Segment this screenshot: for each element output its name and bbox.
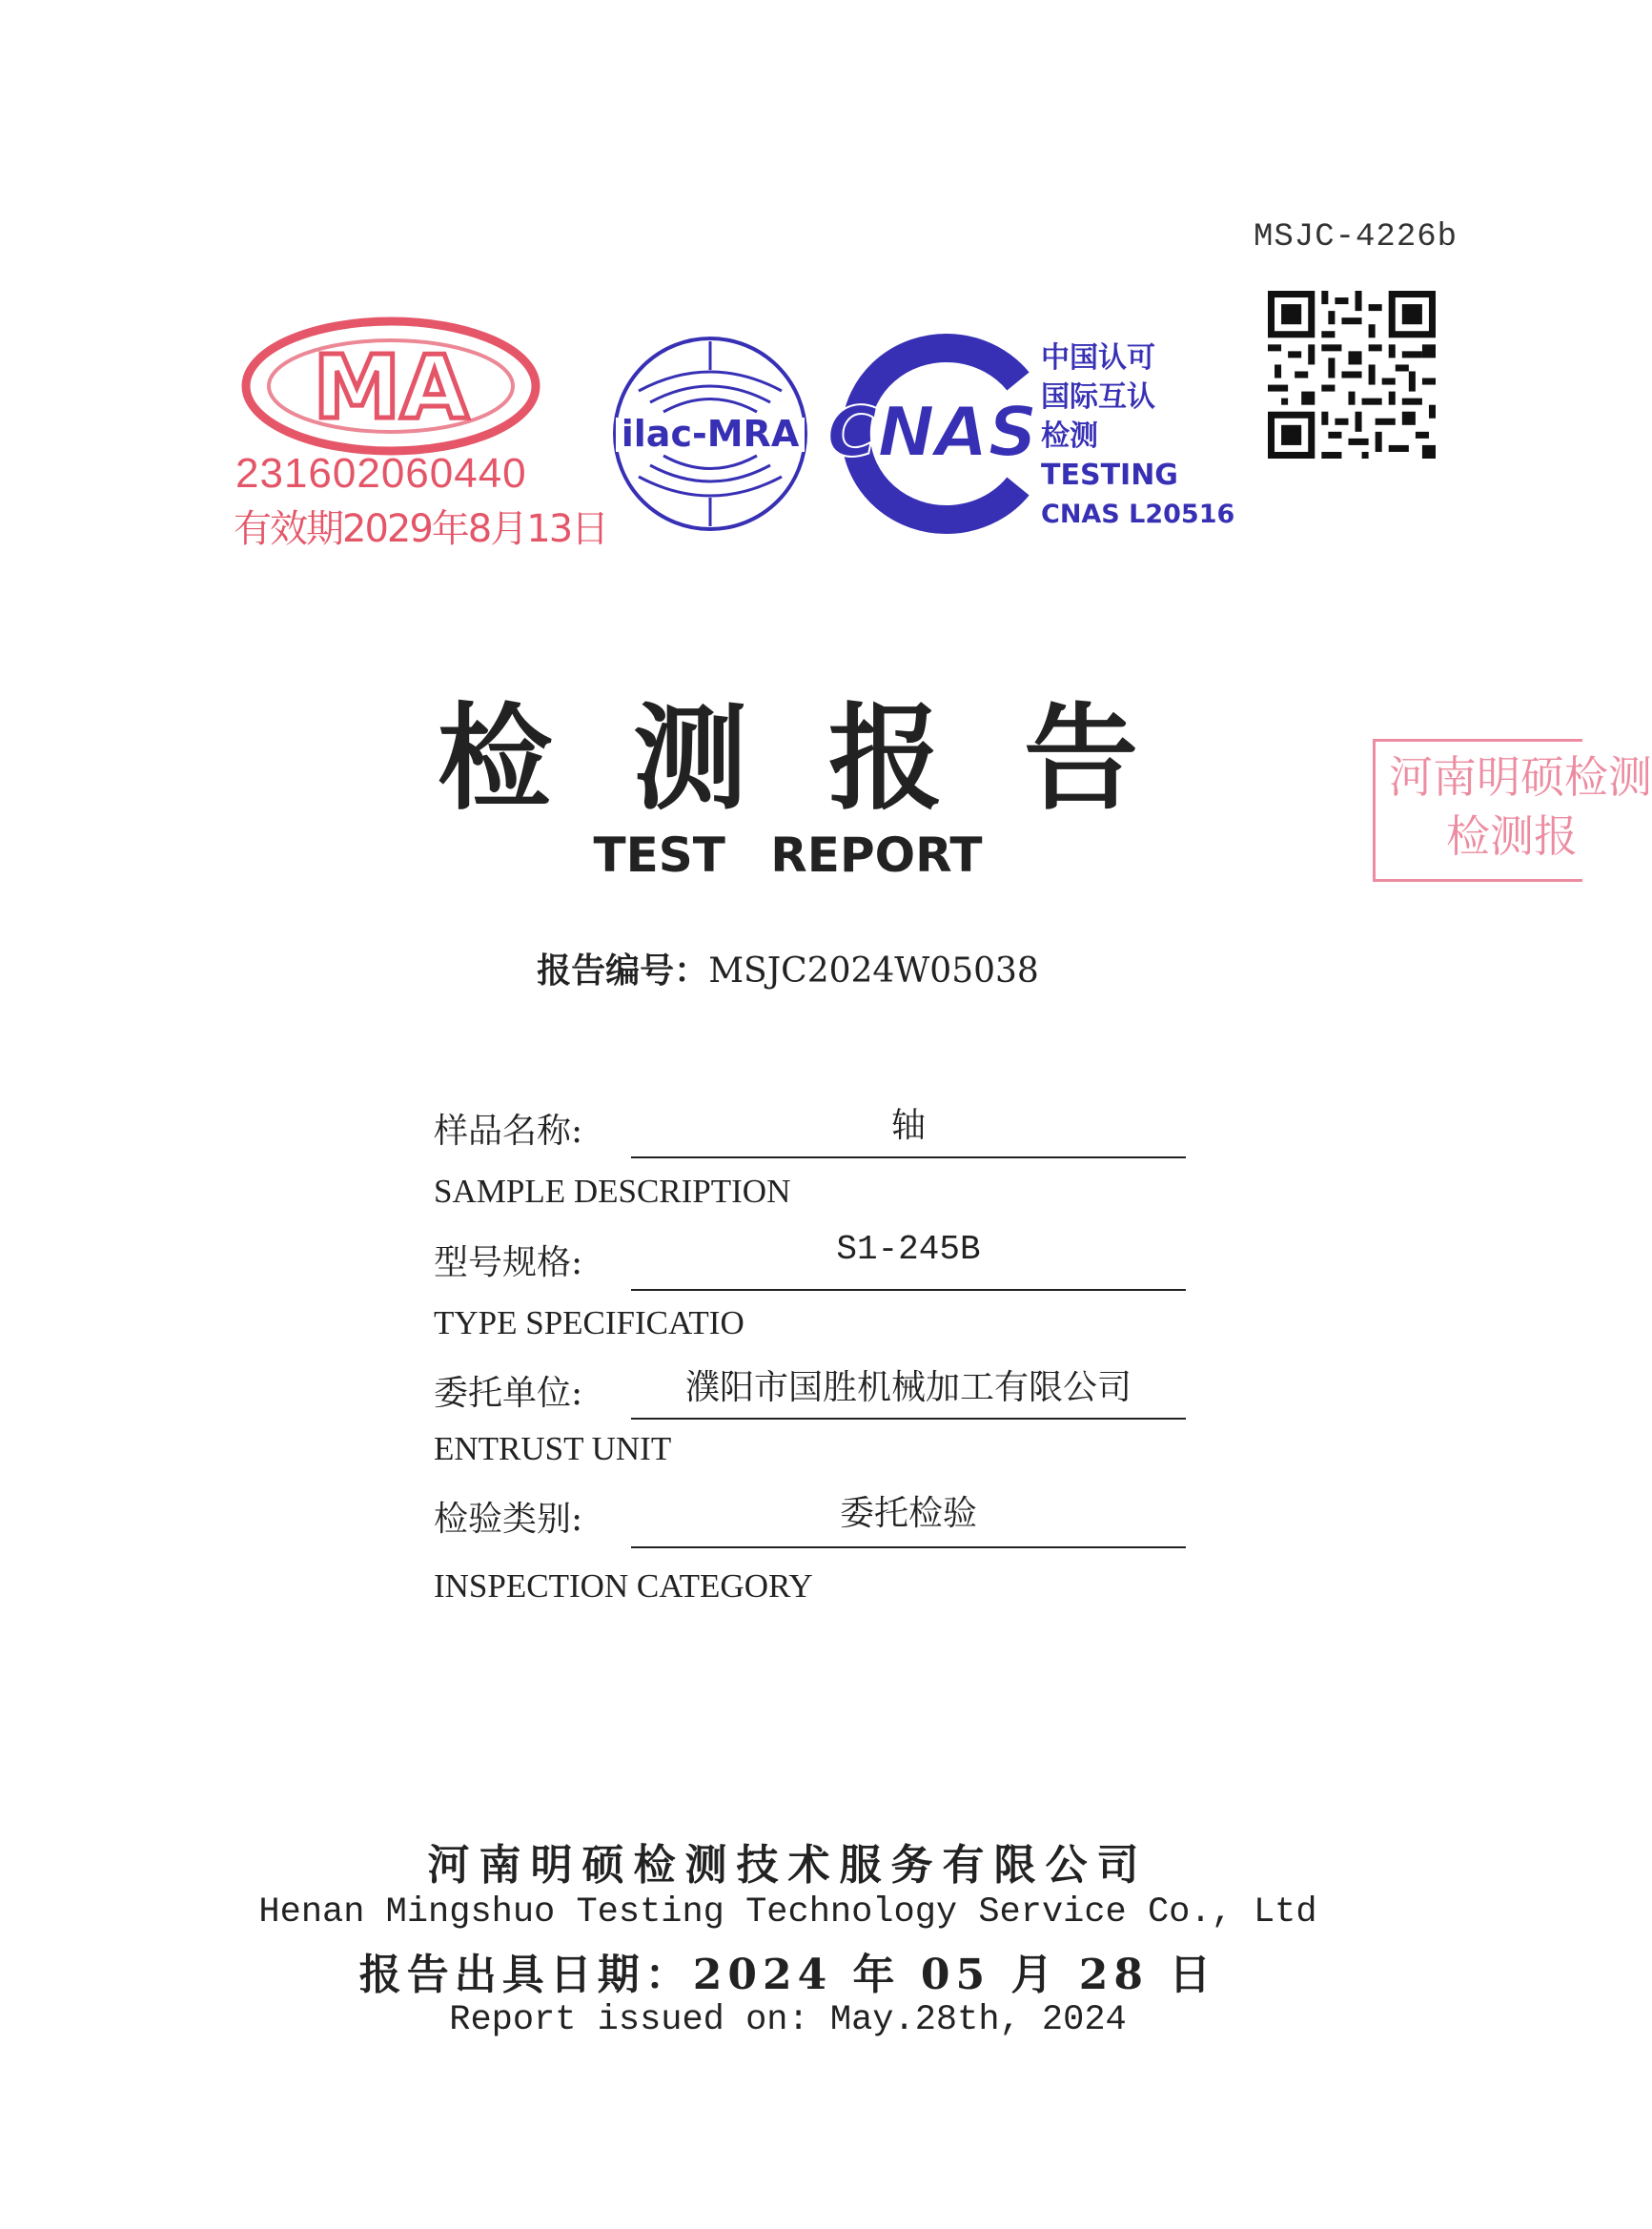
cnas-line-4: TESTING [1041,459,1178,492]
field-en-entrust: ENTRUST UNIT [434,1430,672,1467]
cnas-line-1: 中国认可 [1041,341,1155,375]
issue-date-cn: 报告出具日期：2024 年 05 月 28 日 [358,1951,1217,1999]
cma-validity: 有效期2029年8月13日 [234,507,608,551]
issuer-name-en: Henan Mingshuo Testing Technology Service Co., Ltd [258,1892,1317,1932]
report-number [0,944,1576,992]
cma-cert-number: 231602060440 [235,450,527,497]
issue-date-en: Report issued on: May.28th, 2024 [449,2000,1127,2040]
field-value-sample: 轴 [890,1106,926,1145]
report-number-label: 报告编号： [537,951,709,991]
field-label-entrust: 委托单位: [434,1374,583,1413]
field-en-type: TYPE SPECIFICATIO [434,1304,744,1341]
ilac-mra-logo [610,334,810,534]
field-en-sample: SAMPLE DESCRIPTION [434,1173,791,1210]
field-underline [631,1289,1186,1291]
field-value-type: S1-245B [836,1230,981,1269]
field-value-entrust: 濮阳市国胜机械加工有限公司 [684,1368,1132,1407]
cnas-logo [818,343,1042,524]
report-number-value: MSJC2024W05038 [708,951,1039,991]
field-value-category: 委托检验 [839,1494,977,1533]
ilac-logo-text: ilac-MRA [621,413,800,455]
cnas-line-3: 检测 [1041,419,1098,453]
field-label-sample: 样品名称: [434,1112,583,1151]
page-title-en: TEST REPORT [593,828,983,883]
cnas-line-2: 国际互认 [1041,380,1155,414]
stamp-line-2: 检测报 [1446,810,1578,862]
issuer-name-cn: 河南明硕检测技术服务有限公司 [427,1841,1149,1890]
field-underline [631,1546,1186,1548]
document-code: MSJC-4226b [1254,219,1458,256]
field-label-category: 检验类别: [434,1500,583,1539]
field-en-category: INSPECTION CATEGORY [434,1567,813,1605]
page-title-cn: 检测报告 [438,691,1219,826]
field-label-type: 型号规格: [434,1243,583,1282]
cnas-line-5: CNAS L20516 [1041,500,1235,529]
stamp-line-1: 河南明硕检测 [1389,751,1652,803]
cma-seal [234,315,608,553]
cnas-logo-text: CNAS [826,392,1038,472]
field-underline [631,1156,1186,1158]
field-underline [631,1418,1186,1420]
cma-mark-text: MA [313,337,469,439]
cma-mark-icon [234,315,548,467]
qr-code-icon [1268,291,1436,459]
cnas-caption [1041,338,1234,534]
